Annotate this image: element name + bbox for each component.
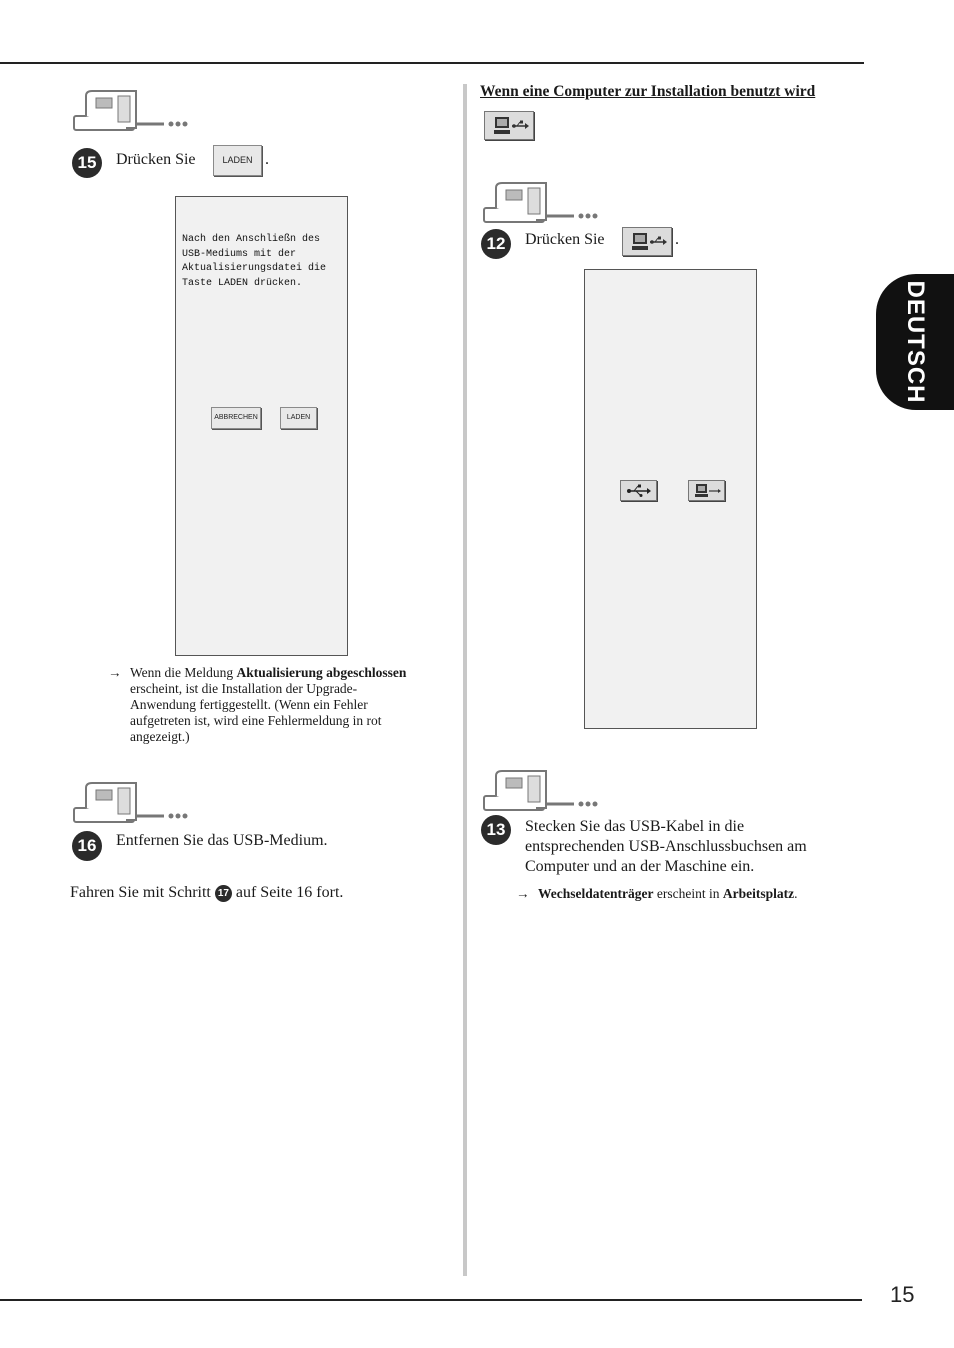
- note-bold: Aktualisierung abgeschlossen: [236, 665, 407, 680]
- removable-media-note: [538, 886, 797, 902]
- step-number-15: 15: [72, 148, 102, 178]
- completion-note: [130, 665, 450, 745]
- machine-screen-load: [175, 196, 348, 656]
- note-line3: Anwendung fertiggestellt. (Wenn ein Fehler: [130, 697, 368, 712]
- step-number-13: 13: [481, 815, 511, 845]
- bottom-rule: [0, 1299, 862, 1301]
- note-mid: erscheint in: [653, 886, 723, 901]
- step13-line1: Stecken Sie das USB-Kabel in die: [525, 818, 745, 835]
- continue-text: [70, 883, 343, 903]
- step15-period: .: [265, 151, 269, 168]
- computer-usb-icon: [623, 228, 671, 255]
- sewing-machine-icon: [72, 88, 192, 136]
- note-bold1: Wechseldatenträger: [538, 886, 654, 901]
- usb-icon: [621, 481, 656, 500]
- step12-period: .: [675, 231, 679, 248]
- step-number-12: 12: [481, 229, 511, 259]
- step15-text: Drücken Sie: [116, 151, 196, 168]
- section-heading: Wenn eine Computer zur Installation benutzt wird: [480, 83, 816, 100]
- sewing-machine-icon: [482, 180, 602, 228]
- step16-text: Entfernen Sie das USB-Medium.: [116, 832, 328, 849]
- screen-message: Nach den Anschließn des USB-Mediums mit der Aktualisierungsdatei die Taste LADEN drücken.: [182, 234, 327, 289]
- note-arrow-right: →: [516, 886, 530, 901]
- usb-media-button[interactable]: [620, 480, 657, 501]
- cancel-button[interactable]: ABBRECHEN: [211, 407, 261, 429]
- step13-line2: entsprechenden USB-Anschlussbuchsen am: [525, 838, 807, 855]
- note-bold2: Arbeitsplatz: [722, 886, 795, 901]
- note-line5: angezeigt.): [130, 729, 190, 744]
- step12-text: Drücken Sie: [525, 231, 605, 248]
- load-button[interactable]: LADEN: [280, 407, 317, 429]
- step13-text: [525, 817, 807, 877]
- step13-line3: Computer und an der Maschine ein.: [525, 858, 755, 875]
- note-pre: Wenn die Meldung: [130, 665, 237, 680]
- computer-usb-button: [484, 111, 534, 140]
- note-arrow: →: [108, 665, 122, 680]
- continue-pre: Fahren Sie mit Schritt: [70, 884, 215, 901]
- machine-screen-usb-select: [584, 269, 757, 729]
- top-rule: [0, 62, 864, 64]
- page-number: 15: [890, 1282, 915, 1307]
- note-line4: aufgetreten ist, wird eine Fehlermeldung in rot: [130, 713, 382, 728]
- language-tab: [876, 274, 954, 410]
- sewing-machine-icon: [482, 768, 602, 816]
- computer-usb-button-inline: [622, 227, 672, 256]
- continue-post: auf Seite 16 fort.: [231, 884, 344, 901]
- step-number-16: 16: [72, 831, 102, 861]
- language-tab-label: DEUTSCH: [902, 280, 929, 404]
- computer-usb-button-screen[interactable]: [688, 480, 725, 501]
- column-divider: [463, 84, 467, 1276]
- sewing-machine-icon: [72, 780, 192, 828]
- load-button-inline: LADEN: [213, 145, 262, 176]
- continue-step-number: 17: [215, 885, 232, 902]
- note-end: .: [794, 886, 798, 901]
- computer-usb-icon: [485, 112, 533, 139]
- note-line2: erscheint, ist die Installation der Upgrade-: [130, 681, 358, 696]
- computer-usb-icon: [689, 481, 724, 500]
